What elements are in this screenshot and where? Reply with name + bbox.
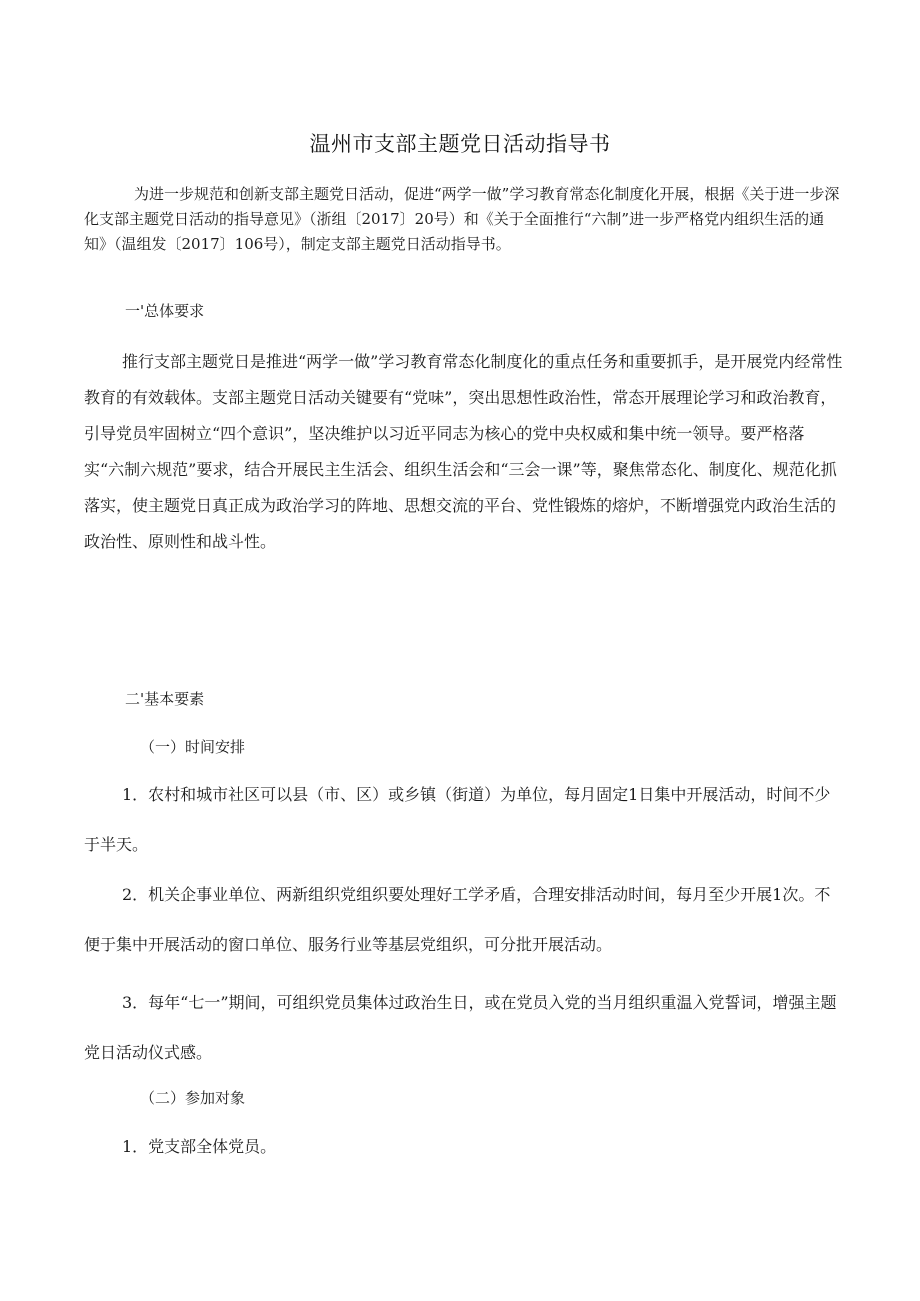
- subsection-heading-participants: （二）参加对象: [140, 1089, 246, 1107]
- intro-paragraph: [84, 182, 844, 257]
- section-heading-basic-elements: 二'基本要素: [125, 690, 205, 708]
- general-requirements-paragraph: [84, 344, 844, 560]
- list-item: [84, 1122, 844, 1172]
- time-item-2-text: 2．机关企事业单位、两新组织党组织要处理好工学矛盾，合理安排活动时间，每月至少开展1次。不便于集中开展活动的窗口单位、服务行业等基层党组织，可分批开展活动。: [84, 885, 831, 954]
- intro-text: 为进一步规范和创新支部主题党日活动，促进“两学一做”学习教育常态化制度化开展，根据《关于进一步深化支部主题党日活动的指导意见》（浙组〔2017〕20号）和《关于全面推行“六制”进一步严格党内组织生活的通知》（温组发〔2017〕106号），制定支部主题党日活动指导书。: [84, 185, 840, 253]
- time-item-1-text: 1．农村和城市社区可以县（市、区）或乡镇（街道）为单位，每月固定1日集中开展活动，时间不少于半天。: [84, 785, 831, 854]
- document-title: 温州市支部主题党日活动指导书: [309, 132, 611, 156]
- time-item-3-text: 3．每年“七一”期间，可组织党员集体过政治生日，或在党员入党的当月组织重温入党誓词，增强主题党日活动仪式感。: [84, 993, 837, 1062]
- list-item: [84, 978, 844, 1078]
- list-item: [84, 870, 844, 970]
- section-heading-general-requirements: 一'总体要求: [125, 302, 205, 320]
- subsection-heading-time-arrangement: （一）时间安排: [140, 738, 246, 756]
- participants-item-1-text: 1．党支部全体党员。: [122, 1137, 277, 1156]
- general-requirements-text: 推行支部主题党日是推进“两学一做”学习教育常态化制度化的重点任务和重要抓手，是开展党内经常性教育的有效载体。支部主题党日活动关键要有“党味”，突出思想性政治性，常态开展理论学习和政治教育，引导党员牢固树立“四个意识”，坚决维护以习近平同志为核心的党中央权威和集中统一领导。要严格落实“六制六规范”要求，结合开展民主生活会、组织生活会和“三会一课”等，聚焦常态化、制度化、规范化抓落实，使主题党日真正成为政治学习的阵地、思想交流的平台、党性锻炼的熔炉，不断增强党内政治生活的政治性、原则性和战斗性。: [84, 352, 843, 551]
- list-item: [84, 770, 844, 870]
